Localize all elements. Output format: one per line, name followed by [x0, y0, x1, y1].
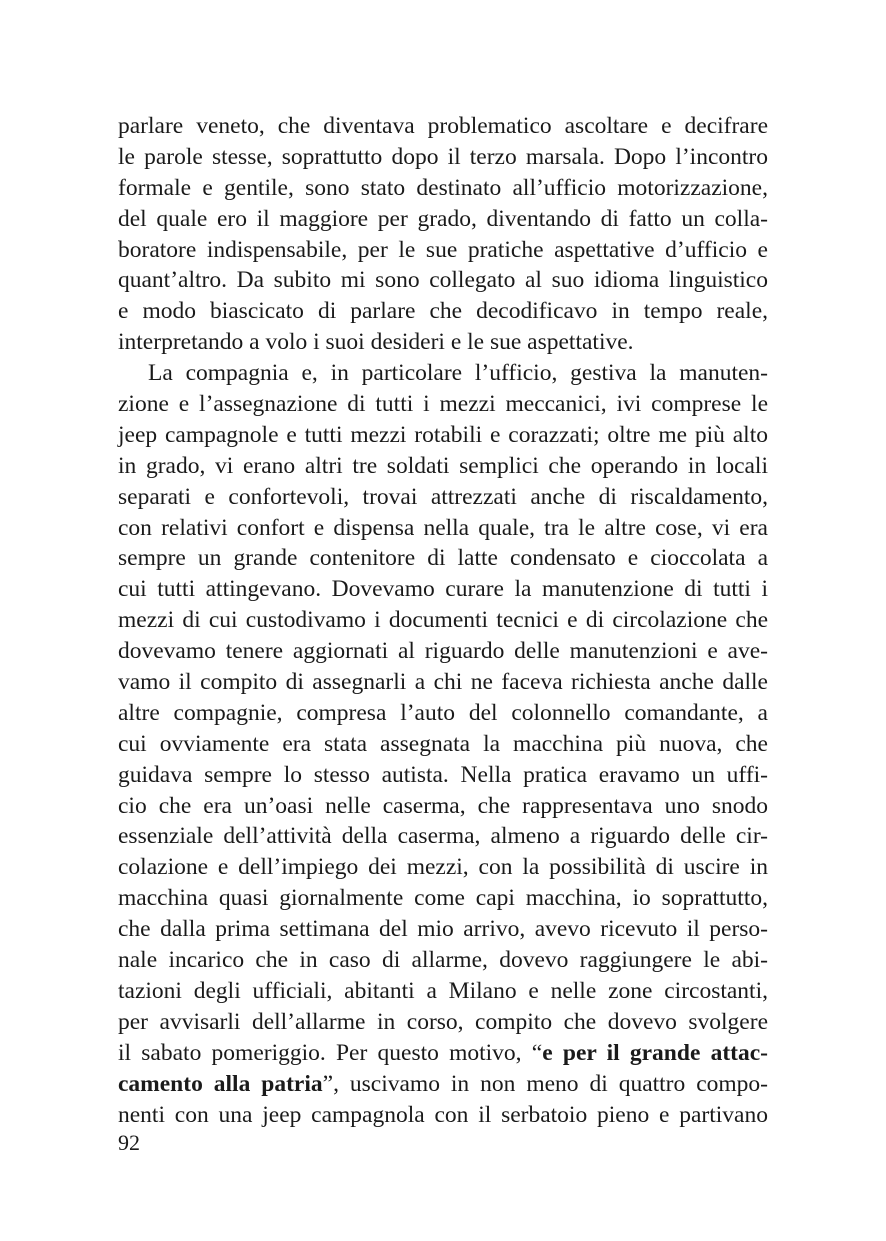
text-line: per avvisarli dell’allarme in corso, compito che dovevo svolgere: [118, 1008, 768, 1035]
text-line: e modo biascicato di parlare che decodificavo in tempo reale,: [118, 298, 768, 325]
text-line: formale e gentile, sono stato destinato all’ufficio motorizzazione,: [118, 174, 768, 201]
text-line: interpretando a volo i suoi desideri e le sue aspettative.: [118, 329, 634, 356]
text-line: cui tutti attingevano. Dovevamo curare la manutenzione di tutti i: [118, 576, 768, 603]
bold-quote: e per il grande attac-: [542, 1039, 769, 1066]
text-line: nale incarico che in caso di allarme, dovevo raggiungere le abi-: [118, 947, 768, 974]
paragraph-first-line: La compagnia e, in particolare l’ufficio, gestiva la manuten-: [148, 360, 768, 387]
text-line: tazioni degli ufficiali, abitanti a Milano e nelle zone circostanti,: [118, 977, 768, 1004]
bold-quote: camento alla patria: [118, 1070, 323, 1097]
page-number: 92: [118, 1130, 140, 1155]
text-line: separati e confortevoli, trovai attrezzati anche di riscaldamento,: [118, 483, 768, 510]
text-segment: il sabato pomeriggio. Per questo motivo, “: [118, 1039, 543, 1066]
text-line: in grado, vi erano altri tre soldati semplici che operando in locali: [118, 452, 768, 479]
text-line: guidava sempre lo stesso autista. Nella pratica eravamo un uffi-: [118, 761, 768, 788]
text-line: boratore indispensabile, per le sue pratiche aspettative d’ufficio e: [118, 236, 768, 263]
text-line: essenziale dell’attività della caserma, almeno a riguardo delle cir-: [118, 823, 768, 850]
text-line: macchina quasi giornalmente come capi macchina, io soprattutto,: [118, 885, 768, 912]
text-line: vamo il compito di assegnarli a chi ne faceva richiesta anche dalle: [118, 669, 768, 696]
text-segment: ”, uscivamo in non meno di quattro compo-: [322, 1070, 768, 1097]
text-line: quant’altro. Da subito mi sono collegato al suo idioma linguistico: [118, 267, 768, 294]
body-text: [118, 111, 768, 1130]
text-line: colazione e dell’impiego dei mezzi, con la possibilità di uscire in: [118, 854, 768, 881]
text-line-with-bold: [118, 1038, 768, 1069]
text-line: cui ovviamente era stata assegnata la macchina più nuova, che: [118, 730, 768, 757]
text-line-with-bold: [118, 1069, 768, 1100]
text-line: dovevamo tenere aggiornati al riguardo delle manutenzioni e ave-: [118, 638, 768, 665]
text-line: altre compagnie, compresa l’auto del colonnello comandante, a: [118, 699, 768, 726]
text-line: del quale ero il maggiore per grado, diventando di fatto un colla-: [118, 205, 768, 232]
text-line: sempre un grande contenitore di latte condensato e cioccolata a: [118, 545, 768, 572]
text-line: mezzi di cui custodivamo i documenti tecnici e di circolazione che: [118, 607, 768, 634]
text-line: cio che era un’oasi nelle caserma, che rappresentava uno snodo: [118, 792, 768, 819]
text-line: parlare veneto, che diventava problematico ascoltare e decifrare: [118, 113, 768, 139]
text-line: le parole stesse, soprattutto dopo il terzo marsala. Dopo l’incontro: [118, 143, 768, 170]
text-line: zione e l’assegnazione di tutti i mezzi meccanici, ivi comprese le: [118, 391, 768, 418]
text-line: con relativi confort e dispensa nella quale, tra le altre cose, vi era: [118, 514, 768, 541]
text-line: jeep campagnole e tutti mezzi rotabili e corazzati; oltre me più alto: [118, 421, 768, 448]
text-line: che dalla prima settimana del mio arrivo, avevo ricevuto il perso-: [118, 916, 768, 943]
text-line: nenti con una jeep campagnola con il serbatoio pieno e partivano: [118, 1101, 768, 1128]
